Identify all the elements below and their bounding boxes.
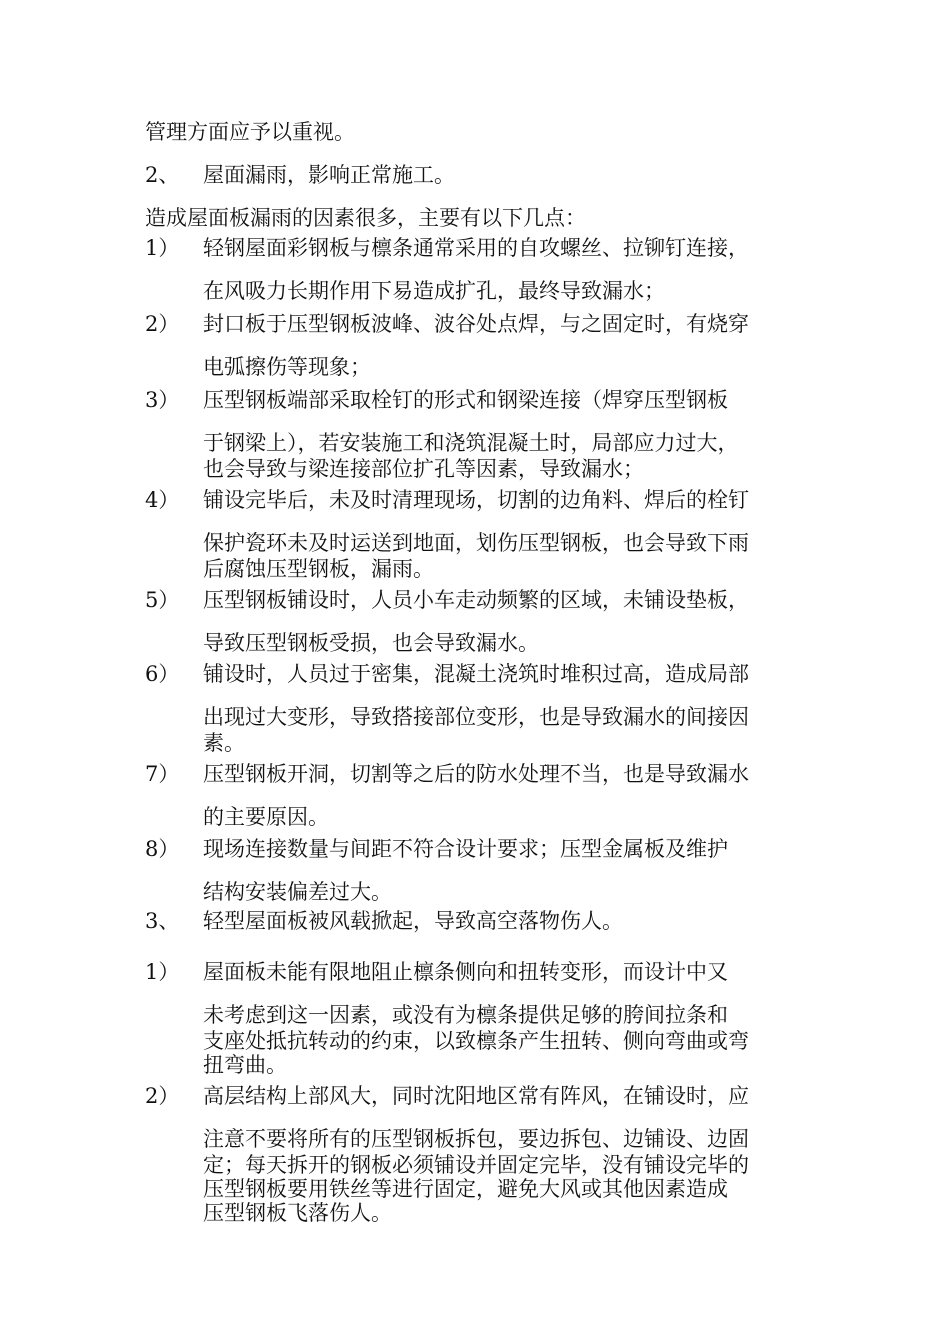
item-line: 扭弯曲。: [203, 1053, 287, 1077]
item-number: 6）: [145, 662, 180, 686]
item-line: 轻钢屋面彩钢板与檩条通常采用的自攻螺丝、拉铆钉连接，: [203, 236, 749, 260]
list-item: [145, 309, 815, 382]
list-item: [145, 834, 815, 907]
item-number: 1）: [145, 236, 180, 260]
list-item: [145, 485, 815, 582]
item-line: 高层结构上部风大，同时沈阳地区常有阵风，在铺设时，应: [203, 1084, 749, 1108]
item-line: 未考虑到这一因素，或没有为檩条提供足够的胯间拉条和: [203, 1003, 728, 1027]
item-line: 于钢梁上），若安装施工和浇筑混凝土时，局部应力过大，: [203, 431, 739, 455]
item-line: 素。: [203, 731, 245, 755]
section-2-lead: 造成屋面板漏雨的因素很多，主要有以下几点：: [145, 206, 586, 230]
list-item: [145, 759, 815, 832]
section-3-number: 3、: [145, 909, 180, 933]
item-line: 支座处抵抗转动的约束，以致檩条产生扭转、侧向弯曲或弯: [203, 1029, 749, 1053]
list-item: [145, 659, 815, 756]
item-number: 2）: [145, 1084, 180, 1108]
item-line: 结构安装偏差过大。: [203, 880, 392, 904]
item-number: 5）: [145, 588, 180, 612]
item-number: 3）: [145, 388, 180, 412]
item-line: 保护瓷环未及时运送到地面，划伤压型钢板，也会导致下雨: [203, 531, 749, 555]
list-item: [145, 585, 815, 658]
item-line: 出现过大变形，导致搭接部位变形，也是导致漏水的间接因: [203, 705, 749, 729]
item-line: 电弧擦伤等现象；: [203, 355, 371, 379]
item-line: 在风吸力长期作用下易造成扩孔，最终导致漏水；: [203, 279, 665, 303]
item-line: 的主要原因。: [203, 805, 329, 829]
item-line: 屋面板未能有限地阻止檩条侧向和扭转变形，而设计中又: [203, 960, 728, 984]
list-item: [145, 233, 815, 306]
section-3-heading: [145, 906, 815, 936]
item-line: 压型钢板铺设时，人员小车走动频繁的区域，未铺设垫板，: [203, 588, 749, 612]
item-line: 注意不要将所有的压型钢板拆包，要边拆包、边铺设、边固: [203, 1127, 749, 1151]
section-3-title: 轻型屋面板被风载掀起，导致高空落物伤人。: [203, 909, 623, 933]
item-line: 压型钢板飞落伤人。: [203, 1201, 392, 1225]
list-item: [145, 385, 815, 482]
item-line: 导致压型钢板受损，也会导致漏水。: [203, 631, 539, 655]
item-number: 8）: [145, 837, 180, 861]
list-item: [145, 1081, 815, 1226]
item-number: 1）: [145, 960, 180, 984]
item-line: 铺设时，人员过于密集，混凝土浇筑时堆积过高，造成局部: [203, 662, 749, 686]
item-number: 4）: [145, 488, 180, 512]
item-line: 也会导致与梁连接部位扩孔等因素，导致漏水；: [203, 457, 644, 481]
item-line: 压型钢板要用铁丝等进行固定，避免大风或其他因素造成: [203, 1177, 728, 1201]
item-line: 压型钢板开洞，切割等之后的防水处理不当，也是导致漏水: [203, 762, 749, 786]
section-2-heading: [145, 160, 815, 190]
item-number: 7）: [145, 762, 180, 786]
item-line: 封口板于压型钢板波峰、波谷处点焊，与之固定时，有烧穿: [203, 312, 749, 336]
item-line: 压型钢板端部采取栓钉的形式和钢梁连接（焊穿压型钢板: [203, 388, 728, 412]
item-number: 2）: [145, 312, 180, 336]
section-2-number: 2、: [145, 163, 180, 187]
item-line: 定；每天拆开的钢板必须铺设并固定完毕，没有铺设完毕的: [203, 1153, 749, 1177]
item-line: 现场连接数量与间距不符合设计要求；压型金属板及维护: [203, 837, 728, 861]
item-line: 铺设完毕后，未及时清理现场，切割的边角料、焊后的栓钉: [203, 488, 749, 512]
section-2-title: 屋面漏雨，影响正常施工。: [203, 163, 455, 187]
intro-paragraph: 管理方面应予以重视。: [145, 120, 355, 144]
list-item: [145, 957, 815, 1078]
item-line: 后腐蚀压型钢板，漏雨。: [203, 557, 434, 581]
